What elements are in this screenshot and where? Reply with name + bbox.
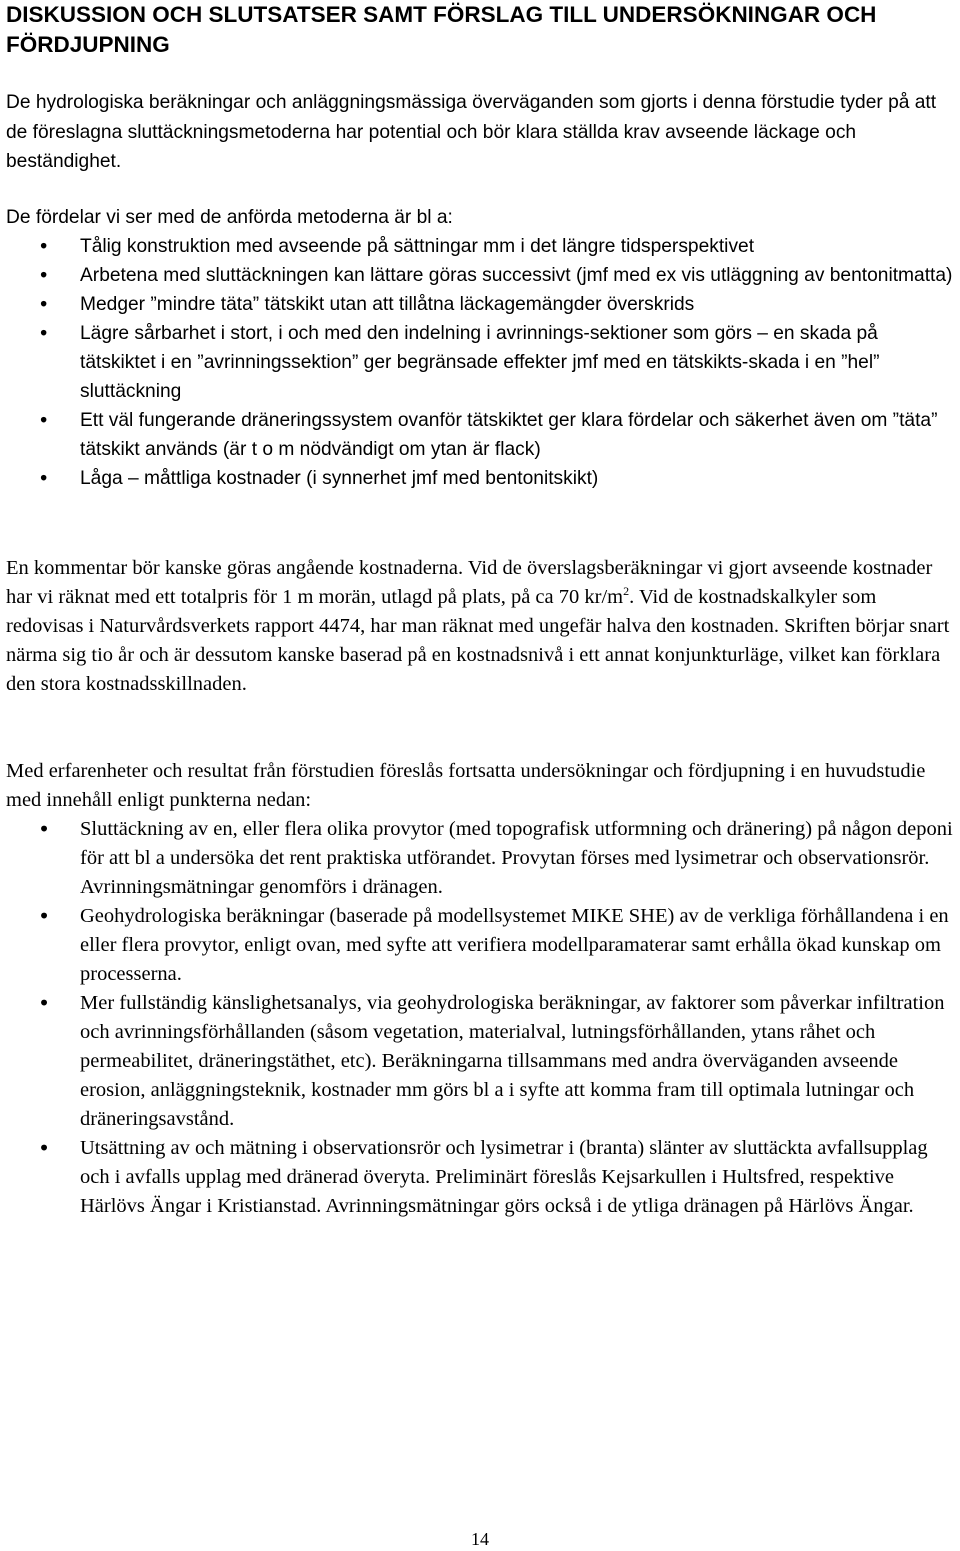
list-item-text: Utsättning av och mätning i observationsrör och lysimetrar i (branta) slänter av sluttäckta avfallsupplag och i avfalls upplag med dränerad överyta. Preliminärt föreslås Kejsarkullen i Hultsfred, respektive Härlövs Ängar i Kristianstad. Avrinningsmätningar görs också i de ytliga dränagen på Härlövs Ängar.: [80, 1137, 928, 1217]
list-item-text: Sluttäckning av en, eller flera olika provytor (med topografisk utformning och dränering) på någon deponi för att bl a undersöka det rent praktiska utförandet. Provytan förses med lysimetrar och observationsrör. Avrinningsmätningar genomförs i dränagen.: [80, 818, 953, 898]
proposals-list: [6, 815, 956, 1221]
list-item-text: Medger ”mindre täta” tätskikt utan att tillåtna läckagemängder överskrids: [80, 294, 695, 315]
cost-text-part2: . Vid de kostnadskalkyler som redovisas i Naturvårdsverkets rapport 4474, har man räknat med ungefär halva den kostnaden. Skriften börjar snart närma sig tio år och är dessutom kanske baserad på en kostnadsnivå i ett annat konjunkturläge, vilket kan förklara den stora kostnadsskillnaden.: [6, 586, 950, 695]
bullet-icon: •: [38, 467, 50, 490]
bullet-icon: •: [38, 817, 51, 841]
advantages-list: [6, 232, 956, 493]
list-item: [6, 261, 956, 290]
advantages-lead: De fördelar vi ser med de anförda metoderna är bl a:: [6, 207, 453, 228]
list-item-text: Låga – måttliga kostnader (i synnerhet jmf med bentonitskikt): [80, 468, 599, 489]
list-item: [6, 319, 956, 406]
list-item: [6, 1134, 956, 1221]
list-item: [6, 815, 956, 902]
list-item-text: Geohydrologiska beräkningar (baserade på modellsystemet MIKE SHE) av de verkliga förhållandena i en eller flera provytor, enligt ovan, med syfte att verifiera modellparamaterar samt erhålla ökad kunskap om processerna.: [80, 905, 949, 985]
page-number: 14: [471, 1529, 489, 1549]
list-item: [6, 232, 956, 261]
bullet-icon: •: [38, 904, 51, 928]
list-item-text: Arbetena med sluttäckningen kan lättare göras successivt (jmf med ex vis utläggning av bentonitmatta): [80, 265, 953, 286]
cost-superscript: 2: [623, 584, 630, 599]
list-item: [6, 464, 956, 493]
bullet-icon: •: [38, 409, 50, 432]
list-item-text: Ett väl fungerande dräneringssystem ovanför tätskiktet ger klara fördelar och säkerhet även om ”täta” tätskikt används (är t o m nödvändigt om ytan är flack): [80, 410, 938, 460]
list-item-text: Mer fullständig känslighetsanalys, via geohydrologiska beräkningar, av faktorer som påverkar infiltration och avrinningsförhållanden (såsom vegetation, materialval, lutningsförhållanden, ytans råhet och permeabilitet, dräneringstäthet, etc). Beräkningarna tillsammans med andra överväganden avseende erosion, anläggningsteknik, kostnader mm görs bl a i syfte att komma fram till optimala lutningar och dräneringsavstånd.: [80, 992, 945, 1130]
cost-paragraph: [6, 554, 956, 699]
cost-text-part1: En kommentar bör kanske göras angående kostnaderna. Vid de överslagsberäkningar vi gjort avseende kostnader har vi räknat med ett totalpris för 1 m morän, utlagd på plats, på ca 70 kr/m: [6, 557, 933, 608]
advantages-section: [6, 203, 956, 493]
section-heading: DISKUSSION OCH SLUTSATSER SAMT FÖRSLAG TILL UNDERSÖKNINGAR OCH FÖRDJUPNING: [6, 2, 877, 57]
list-item: [6, 902, 956, 989]
list-item-text: Tålig konstruktion med avseende på sättningar mm i det längre tidsperspektivet: [80, 236, 755, 257]
proposals-section: [6, 757, 956, 1221]
bullet-icon: •: [38, 991, 51, 1015]
bullet-icon: •: [38, 264, 50, 287]
list-item: [6, 989, 956, 1134]
list-item: [6, 406, 956, 464]
bullet-icon: •: [38, 322, 50, 345]
list-item-text: Lägre sårbarhet i stort, i och med den indelning i avrinnings-sektioner som görs – en skada på tätskiktet i en ”avrinningssektion” ger begränsade effekter jmf med en tätskikts-skada i en ”hel” sluttäckning: [80, 323, 880, 402]
proposals-lead: Med erfarenheter och resultat från förstudien föreslås fortsatta undersökningar och fördjupning i en huvudstudie med innehåll enligt punkterna nedan:: [6, 760, 926, 811]
bullet-icon: •: [38, 235, 50, 258]
intro-paragraph: De hydrologiska beräkningar och anläggningsmässiga överväganden som gjorts i denna förstudie tyder på att de föreslagna sluttäckningsmetoderna har potential och bör klara ställda krav avseende läckage och beständighet.: [6, 92, 937, 172]
list-item: [6, 290, 956, 319]
bullet-icon: •: [38, 293, 50, 316]
bullet-icon: •: [38, 1136, 51, 1160]
